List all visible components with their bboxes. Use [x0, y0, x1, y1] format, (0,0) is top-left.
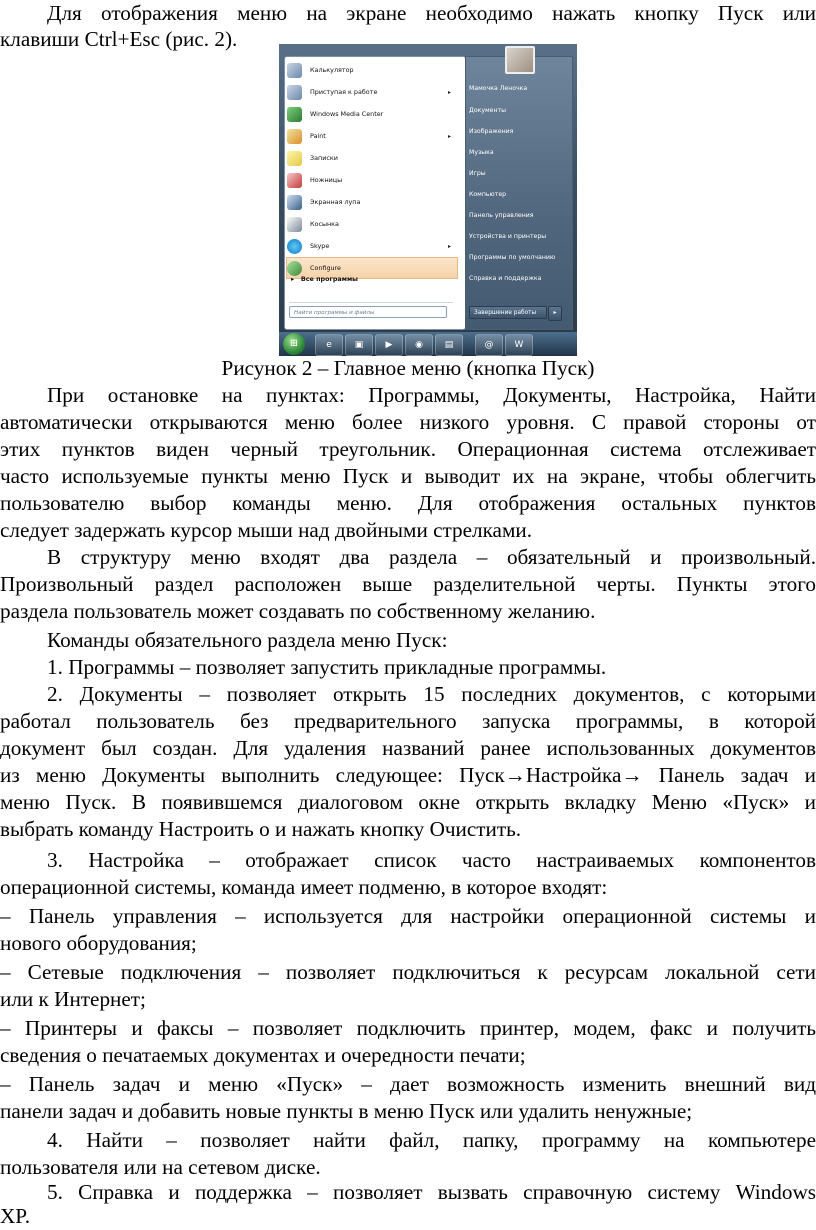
paragraph-line: панели задач и добавить новые пункты в меню Пуск или удалить ненужные;: [0, 1099, 693, 1123]
menu-item-paint[interactable]: [287, 126, 457, 146]
media-center-icon: [287, 107, 302, 122]
paragraph-line: меню Пуск. В появившемся диалоговом окне открыть вкладку Меню «Пуск» и: [0, 790, 816, 814]
paragraph-line: пользователя или на сетевом диске.: [0, 1155, 321, 1179]
paragraph-line: XP.: [0, 1204, 31, 1228]
places-item-computer[interactable]: Компьютер: [469, 191, 507, 198]
start-menu-screenshot: [279, 44, 577, 356]
places-item-games[interactable]: Игры: [469, 170, 486, 177]
paragraph-line: В структуру меню входят два раздела – обязательный и произвольный.: [47, 545, 816, 569]
menu-item-label: Windows Media Center: [310, 110, 384, 118]
menu-item-sticky-notes[interactable]: [287, 148, 457, 168]
all-programs-label: Все программы: [300, 275, 358, 283]
list-item: – Сетевые подключения – позволяет подключиться к ресурсам локальной сети: [0, 960, 816, 984]
menu-item-skype[interactable]: [287, 236, 457, 256]
explorer-icon[interactable]: ▣: [345, 334, 373, 356]
skype-icon: [287, 239, 302, 254]
paragraph-line: из меню Документы выполнить следующее: Пуск→Настройка→ Панель задач и: [0, 763, 816, 787]
list-item: – Панель управления – используется для настройки операционной системы и: [0, 904, 816, 928]
menu-item-label: Configure: [310, 264, 341, 272]
chrome-icon[interactable]: ◉: [405, 334, 433, 356]
folder-icon[interactable]: ▤: [435, 334, 463, 356]
paragraph-line: нового оборудования;: [0, 931, 197, 955]
menu-item-magnifier[interactable]: [287, 192, 457, 212]
all-programs-link[interactable]: ▸ Все программы: [291, 275, 358, 283]
list-item: – Принтеры и факсы – позволяет подключить принтер, модем, факс и получить: [0, 1016, 816, 1040]
media-player-icon[interactable]: ▶: [375, 334, 403, 356]
paragraph-line: операционной системы, команда имеет подменю, в которое входят:: [0, 875, 608, 899]
paragraph-line: автоматически открываются меню более низкого уровня. С правой стороны от: [0, 410, 816, 434]
paragraph-line: клавиши Ctrl+Esc (рис. 2).: [0, 27, 238, 51]
figure-caption: Рисунок 2 – Главное меню (кнопка Пуск): [221, 356, 595, 380]
getting-started-icon: [287, 85, 302, 100]
paragraph-line: раздела пользователь может создавать по собственному желанию.: [0, 599, 596, 623]
paragraph-line: часто используемые пункты меню Пуск и выводит их на экране, чтобы облегчить: [0, 464, 816, 488]
submenu-arrow-icon: ▸: [447, 242, 451, 250]
places-item-default-programs[interactable]: Программы по умолчанию: [469, 254, 556, 261]
list-item: 3. Настройка – отображает список часто настраиваемых компонентов: [47, 848, 816, 872]
solitaire-icon: [287, 217, 302, 232]
paragraph-line: Команды обязательного раздела меню Пуск:: [47, 628, 448, 652]
menu-item-label: Косынка: [310, 220, 339, 228]
places-item-devices-printers[interactable]: Устройства и принтеры: [469, 233, 547, 240]
magnifier-icon: [287, 195, 302, 210]
configure-icon: [287, 261, 302, 276]
paragraph-line: пользователю выбор команды меню. Для отображения остальных пунктов: [0, 491, 816, 515]
skype-taskbar-icon[interactable]: @: [475, 334, 503, 356]
paragraph-line: или к Интернет;: [0, 987, 146, 1011]
places-item-user[interactable]: Мамочка Леночка: [469, 85, 528, 92]
paragraph-line: сведения о печатаемых документах и очередности печати;: [0, 1043, 526, 1067]
menu-item-label: Записки: [310, 154, 338, 162]
paragraph-line: этих пунктов виден черный треугольник. Операционная система отслеживает: [0, 437, 816, 461]
list-item: 1. Программы – позволяет запустить прикладные программы.: [47, 655, 607, 679]
submenu-arrow-icon: ▸: [447, 88, 451, 96]
list-item: 2. Документы – позволяет открыть 15 последних документов, с которыми: [47, 682, 816, 706]
places-item-help-support[interactable]: Справка и поддержка: [469, 275, 542, 282]
ie-icon[interactable]: e: [315, 334, 343, 356]
sticky-notes-icon: [287, 151, 302, 166]
menu-item-snipping-tool[interactable]: [287, 170, 457, 190]
list-item: 5. Справка и поддержка – позволяет вызвать справочную систему Windows: [47, 1180, 816, 1204]
start-button[interactable]: ⊞: [283, 333, 305, 355]
paragraph-line: Произвольный раздел расположен выше разделительной черты. Пункты этого: [0, 572, 816, 596]
paragraph-line: При остановке на пунктах: Программы, Документы, Настройка, Найти: [47, 383, 816, 407]
snipping-tool-icon: [287, 173, 302, 188]
submenu-arrow-icon: ▸: [447, 132, 451, 140]
menu-item-label: Paint: [310, 132, 326, 140]
calculator-icon: [287, 63, 302, 78]
menu-item-label: Приступая к работе: [310, 88, 378, 96]
menu-separator: [289, 302, 453, 303]
word-icon[interactable]: W: [505, 334, 533, 356]
paragraph-line: Для отображения меню на экране необходимо нажать кнопку Пуск или: [47, 1, 816, 25]
places-item-control-panel[interactable]: Панель управления: [469, 212, 534, 219]
list-item: – Панель задач и меню «Пуск» – дает возможность изменить внешний вид: [0, 1072, 816, 1096]
search-input[interactable]: Найти программы и файлы: [289, 306, 447, 318]
paragraph-line: работал пользователь без предварительного запуска программы, в которой: [0, 709, 816, 733]
places-item-music[interactable]: Музыка: [469, 149, 494, 156]
user-avatar: [505, 46, 535, 74]
paragraph-line: документ был создан. Для удаления названий ранее использованных документов: [0, 736, 816, 760]
menu-item-getting-started[interactable]: [287, 82, 457, 102]
paint-icon: [287, 129, 302, 144]
paragraph-line: выбрать команду Настроить о и нажать кнопку Очистить.: [0, 817, 522, 841]
menu-item-calculator[interactable]: [287, 60, 457, 80]
menu-item-label: Экранная лупа: [310, 198, 361, 206]
menu-item-media-center[interactable]: [287, 104, 457, 124]
shutdown-button[interactable]: Завершение работы: [469, 306, 547, 319]
menu-item-label: Ножницы: [310, 176, 343, 184]
paragraph-line: следует задержать курсор мыши над двойными стрелками.: [0, 518, 533, 542]
menu-item-solitaire[interactable]: [287, 214, 457, 234]
menu-item-label: Калькулятор: [310, 66, 354, 74]
list-item: 4. Найти – позволяет найти файл, папку, программу на компьютере: [47, 1128, 816, 1152]
shutdown-options-button[interactable]: ▸: [548, 306, 562, 321]
places-item-documents[interactable]: Документы: [469, 107, 507, 114]
menu-item-label: Skype: [310, 242, 330, 250]
places-item-pictures[interactable]: Изображения: [469, 128, 514, 135]
taskbar: [279, 332, 577, 356]
